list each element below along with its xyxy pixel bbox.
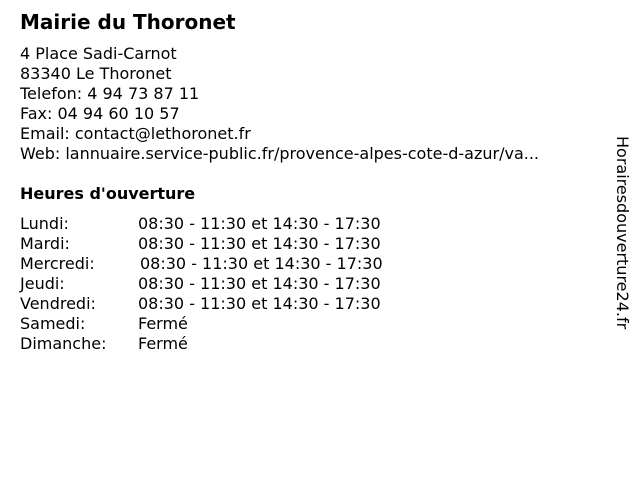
page-title: Mairie du Thoronet: [20, 10, 236, 34]
hours-value: 08:30 - 11:30 et 14:30 - 17:30: [138, 214, 381, 233]
fax-number: Fax: 04 94 60 10 57: [20, 104, 180, 123]
address-city: 83340 Le Thoronet: [20, 64, 172, 83]
day-label: Mercredi:: [20, 254, 95, 273]
day-label: Dimanche:: [20, 334, 107, 353]
hours-value: Fermé: [138, 334, 188, 353]
address-block: [20, 44, 539, 164]
day-label: Lundi:: [20, 214, 69, 233]
hours-value: 08:30 - 11:30 et 14:30 - 17:30: [138, 294, 381, 313]
phone-number: Telefon: 4 94 73 87 11: [20, 84, 200, 103]
opening-hours-heading: Heures d'ouverture: [20, 184, 196, 203]
hours-value: 08:30 - 11:30 et 14:30 - 17:30: [138, 274, 381, 293]
site-watermark: Horairesdouverture24.fr: [613, 136, 632, 330]
day-label: Vendredi:: [20, 294, 96, 313]
day-label: Mardi:: [20, 234, 70, 253]
hours-value: 08:30 - 11:30 et 14:30 - 17:30: [138, 234, 381, 253]
day-label: Samedi:: [20, 314, 86, 333]
day-label: Jeudi:: [20, 274, 65, 293]
website-url: Web: lannuaire.service-public.fr/provence-alpes-cote-d-azur/va...: [20, 144, 539, 163]
address-street: 4 Place Sadi-Carnot: [20, 44, 177, 63]
email-address: Email: contact@lethoronet.fr: [20, 124, 251, 143]
hours-value: Fermé: [138, 314, 188, 333]
hours-value: 08:30 - 11:30 et 14:30 - 17:30: [140, 254, 383, 273]
